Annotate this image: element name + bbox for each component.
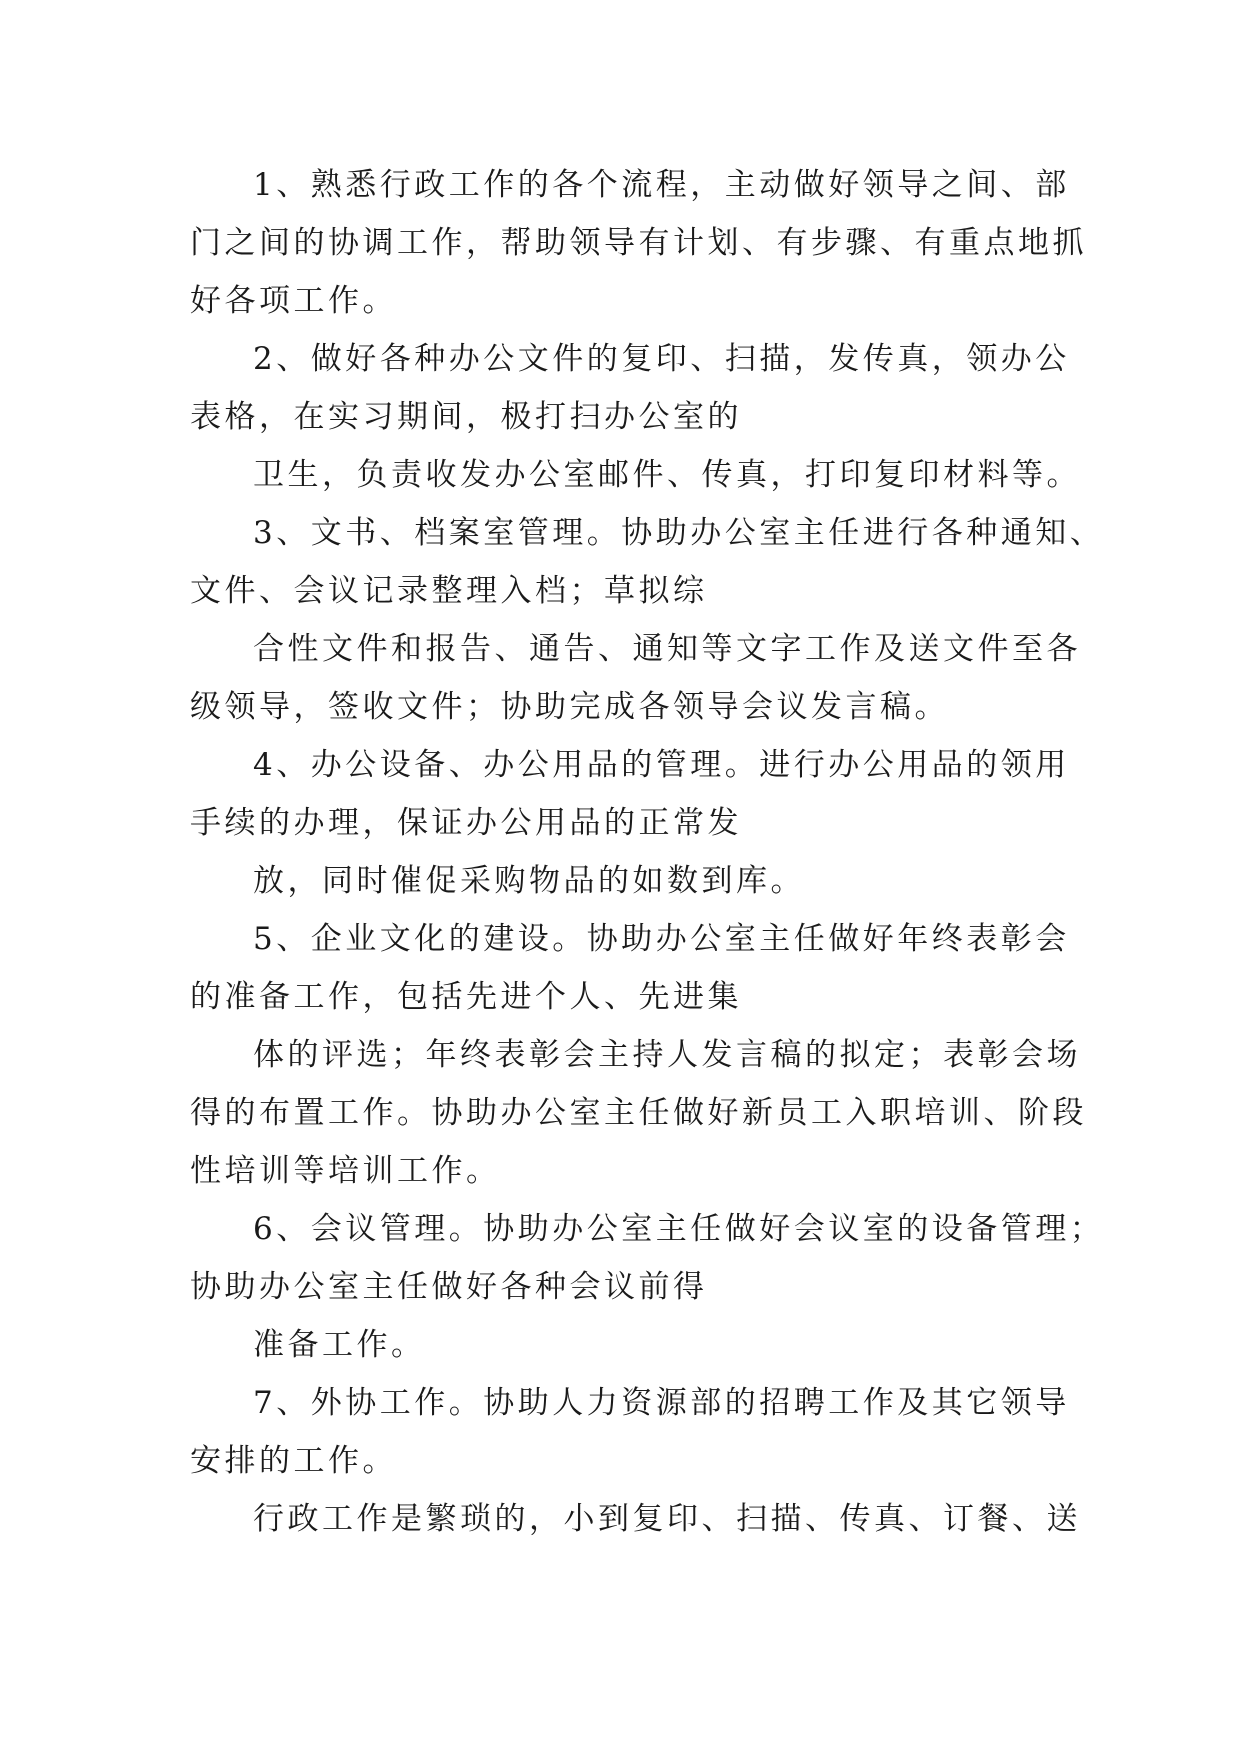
text-line: 7、外协工作。协助人力资源部的招聘工作及其它领导 [253, 1385, 1070, 1421]
text-line: 5、企业文化的建设。协助办公室主任做好年终表彰会 [253, 921, 1070, 957]
text-line: 得的布置工作。协助办公室主任做好新员工入职培训、阶段 [190, 1095, 1087, 1131]
text-line: 体的评选；年终表彰会主持人发言稿的拟定；表彰会场 [253, 1037, 1081, 1073]
text-line: 表格，在实习期间，极打扫办公室的 [190, 399, 742, 435]
text-line: 好各项工作。 [190, 283, 397, 319]
text-line: 3、文书、档案室管理。协助办公室主任进行各种通知、 [253, 515, 1105, 551]
text-line: 4、办公设备、办公用品的管理。进行办公用品的领用 [253, 747, 1070, 783]
text-line: 合性文件和报告、通告、通知等文字工作及送文件至各 [253, 631, 1081, 667]
text-line: 级领导，签收文件；协助完成各领导会议发言稿。 [190, 689, 949, 725]
text-line: 手续的办理，保证办公用品的正常发 [190, 805, 742, 841]
text-line: 放，同时催促采购物品的如数到库。 [253, 863, 805, 899]
text-line: 协助办公室主任做好各种会议前得 [190, 1269, 708, 1305]
text-line: 门之间的协调工作，帮助领导有计划、有步骤、有重点地抓 [190, 225, 1087, 261]
text-line: 1、熟悉行政工作的各个流程，主动做好领导之间、部 [253, 167, 1070, 203]
text-line: 的准备工作，包括先进个人、先进集 [190, 979, 742, 1015]
text-line: 卫生，负责收发办公室邮件、传真，打印复印材料等。 [253, 457, 1081, 493]
text-line: 安排的工作。 [190, 1443, 397, 1479]
text-line: 6、会议管理。协助办公室主任做好会议室的设备管理； [253, 1211, 1105, 1247]
text-line: 准备工作。 [253, 1327, 426, 1363]
text-line: 2、做好各种办公文件的复印、扫描，发传真，领办公 [253, 341, 1070, 377]
text-line: 性培训等培训工作。 [190, 1153, 501, 1189]
text-line: 文件、会议记录整理入档；草拟综 [190, 573, 708, 609]
text-line: 行政工作是繁琐的，小到复印、扫描、传真、订餐、送 [253, 1501, 1081, 1537]
